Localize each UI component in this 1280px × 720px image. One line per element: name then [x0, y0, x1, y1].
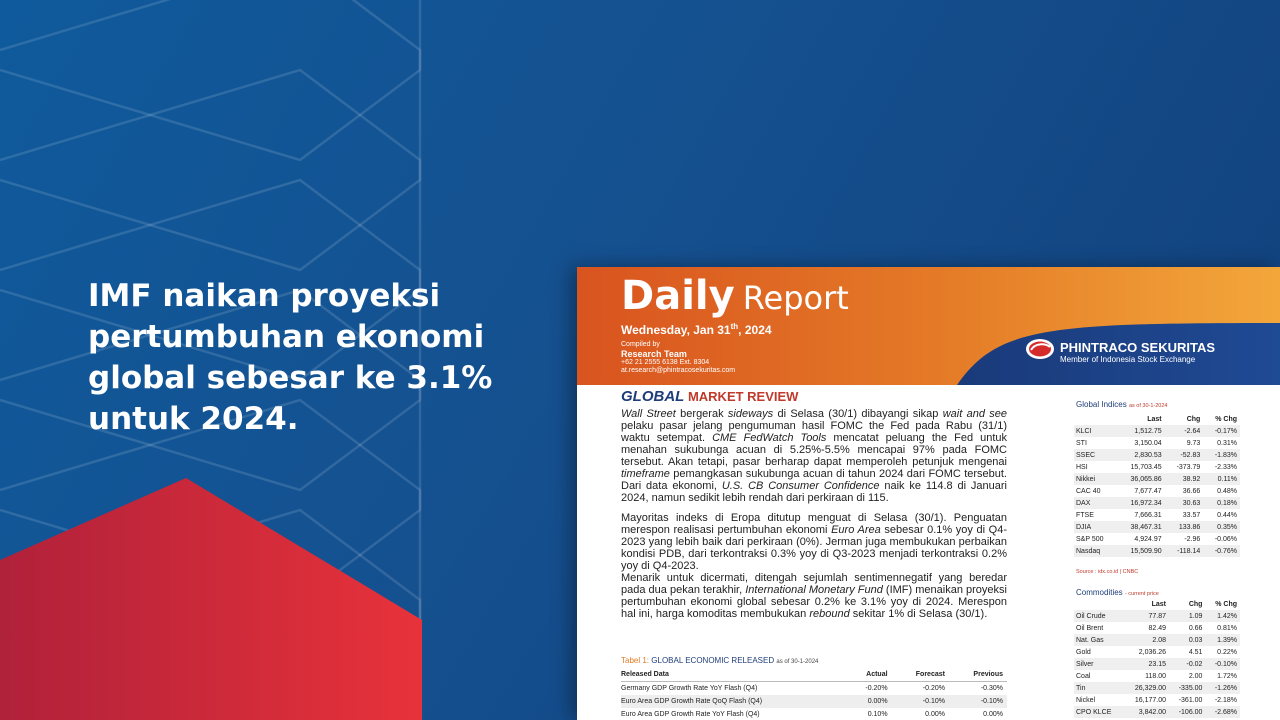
table-cell: Coal — [1076, 672, 1091, 680]
table1-title — [621, 656, 818, 665]
table-cell: Germany GDP Growth Rate YoY Flash (Q4) — [621, 685, 758, 692]
table-cell: 2,036.26 — [1138, 648, 1167, 656]
email: at.research@phintracosekuritas.com — [621, 367, 736, 374]
date-sup: th — [730, 322, 739, 331]
table-cell: DJIA — [1074, 521, 1116, 533]
table-cell: -0.10% — [1205, 658, 1240, 670]
compiled-block — [621, 341, 735, 375]
table-cell: -2.96 — [1184, 535, 1201, 543]
global-indices-table — [1074, 414, 1240, 557]
table-cell: -0.20% — [922, 685, 945, 692]
indices-asof: as of 30-1-2024 — [1128, 403, 1168, 409]
indices-title-text: Global Indices — [1076, 400, 1127, 409]
indices-source: Source : idx.co.id | CNBC — [1076, 569, 1139, 575]
table-cell: -118.14 — [1165, 545, 1204, 557]
column-header — [1074, 599, 1124, 610]
table-cell: S&P 500 — [1076, 535, 1104, 543]
commodities-title-text: Commodities — [1076, 588, 1123, 597]
table-cell: 0.03 — [1169, 634, 1205, 646]
index-row — [1074, 521, 1240, 533]
index-row — [1074, 497, 1240, 509]
table-cell: 3,150.04 — [1134, 439, 1162, 447]
table-cell: 1.42% — [1205, 610, 1240, 622]
index-row — [1074, 545, 1240, 557]
table-cell: 15,509.90 — [1116, 545, 1164, 557]
report-title — [621, 273, 849, 319]
section-global: GLOBAL — [621, 388, 685, 405]
commodity-row — [1074, 682, 1240, 694]
table-cell: -2.64 — [1165, 425, 1204, 437]
release-row — [621, 695, 1007, 708]
index-row — [1074, 449, 1240, 461]
table-cell: 2,830.53 — [1116, 449, 1164, 461]
table-cell: 118.00 — [1145, 672, 1167, 680]
table-cell: 7,666.31 — [1134, 511, 1162, 519]
table-cell: 15,703.45 — [1130, 463, 1162, 471]
table-cell: Tin — [1074, 682, 1124, 694]
commodities-asof: - current price — [1124, 591, 1159, 597]
index-row — [1074, 485, 1240, 497]
release-row — [621, 708, 1007, 720]
commodity-row — [1074, 634, 1240, 646]
table-cell: 36,065.86 — [1116, 473, 1164, 485]
table-cell: 0.48% — [1217, 487, 1237, 495]
table-cell: 0.00% — [845, 695, 892, 708]
headline — [88, 276, 508, 440]
headline-line: IMF naikan proyeksi — [88, 278, 441, 314]
table-cell: -2.18% — [1214, 696, 1237, 704]
table-cell: -0.06% — [1214, 535, 1237, 543]
report-title-light: Report — [742, 279, 849, 317]
table-cell: SSEC — [1074, 449, 1116, 461]
table-cell: 1,512.75 — [1116, 425, 1164, 437]
table-cell: Nat. Gas — [1074, 634, 1124, 646]
table-cell: 0.44% — [1217, 511, 1237, 519]
table-cell: 0.11% — [1203, 473, 1240, 485]
date-year: , 2024 — [738, 323, 772, 337]
table-cell: -0.76% — [1203, 545, 1240, 557]
commodities-table — [1074, 599, 1240, 718]
table-cell: STI — [1076, 439, 1087, 447]
table-cell: 38.92 — [1165, 473, 1204, 485]
table-cell: 0.31% — [1217, 439, 1237, 447]
daily-report-page — [577, 267, 1280, 720]
column-header: Chg — [1188, 601, 1203, 608]
table-cell: 33.57 — [1182, 511, 1201, 519]
table1-label: Tabel 1: — [621, 656, 650, 665]
commodity-row — [1074, 658, 1240, 670]
table-cell: 133.86 — [1165, 521, 1204, 533]
table-cell: FTSE — [1076, 511, 1094, 519]
table-cell: 9.73 — [1186, 439, 1201, 447]
commodity-row — [1074, 622, 1240, 634]
table-cell: 3,842.00 — [1124, 706, 1170, 718]
table-cell: -2.68% — [1205, 706, 1240, 718]
table-cell: 4.51 — [1188, 648, 1203, 656]
column-header: Chg — [1186, 416, 1201, 423]
research-team: Research Team — [621, 349, 687, 359]
table-cell: HSI — [1076, 463, 1088, 471]
table-cell: -0.17% — [1203, 425, 1240, 437]
column-header: Previous — [949, 668, 1007, 682]
report-title-bold: Daily — [621, 273, 735, 319]
table-cell: 16,972.34 — [1116, 497, 1164, 509]
table-cell: 0.00% — [983, 711, 1003, 718]
headline-line: pertumbuhan ekonomi — [88, 319, 485, 355]
section-title — [621, 388, 798, 405]
table-cell: 1.39% — [1205, 634, 1240, 646]
table-cell: 0.10% — [867, 711, 888, 718]
table-cell: Oil Brent — [1076, 624, 1104, 632]
column-header: Forecast — [892, 668, 949, 682]
table-cell: -0.30% — [980, 685, 1003, 692]
phone: +62 21 2555 6138 Ext. 8304 — [621, 359, 710, 366]
table-cell: 30.63 — [1165, 497, 1204, 509]
column-header: Last — [1147, 416, 1162, 423]
date-text: Wednesday, Jan 31 — [621, 323, 731, 337]
table-cell: -0.20% — [865, 685, 888, 692]
section-market-review: MARKET REVIEW — [687, 389, 799, 404]
table-cell: Silver — [1074, 658, 1124, 670]
commodity-row — [1074, 706, 1240, 718]
compiled-by: Compiled by — [621, 341, 660, 348]
table-cell: -1.83% — [1203, 449, 1240, 461]
table-cell: 77.87 — [1124, 610, 1170, 622]
table-cell: 2.00 — [1188, 672, 1203, 680]
table-cell: Euro Area GDP Growth Rate YoY Flash (Q4) — [621, 711, 760, 718]
column-header — [1074, 414, 1116, 425]
table-cell: Nikkei — [1074, 473, 1116, 485]
table-cell: -0.10% — [892, 695, 949, 708]
commodities-title — [1076, 588, 1159, 597]
commodity-row — [1074, 694, 1240, 706]
table-cell: -2.33% — [1214, 463, 1237, 471]
table1-asof: as of 30-1-2024 — [776, 659, 819, 665]
table-cell: KLCI — [1074, 425, 1116, 437]
table-cell: Nickel — [1076, 696, 1096, 704]
table-cell: 16,177.00 — [1134, 696, 1167, 704]
table-cell: 82.49 — [1148, 624, 1167, 632]
table-cell: Nasdaq — [1074, 545, 1116, 557]
table-cell: -0.10% — [949, 695, 1007, 708]
table-cell: -335.00 — [1169, 682, 1205, 694]
index-row — [1074, 437, 1240, 449]
table-cell: Euro Area GDP Growth Rate QoQ Flash (Q4) — [621, 695, 845, 708]
headline-line: global sebesar ke 3.1% — [88, 360, 493, 396]
column-header: % Chg — [1215, 416, 1237, 423]
index-row — [1074, 473, 1240, 485]
table-cell: -373.79 — [1176, 463, 1201, 471]
column-header: Actual — [845, 668, 892, 682]
table-cell: Gold — [1076, 648, 1091, 656]
table-cell: 0.22% — [1217, 648, 1237, 656]
commodity-row — [1074, 670, 1240, 682]
table-cell: 1.72% — [1217, 672, 1237, 680]
table-cell: 0.35% — [1203, 521, 1240, 533]
table-cell: 36.66 — [1182, 487, 1201, 495]
commodity-row — [1074, 646, 1240, 658]
table-cell: 4,924.97 — [1134, 535, 1162, 543]
index-row — [1074, 425, 1240, 437]
table-cell: -0.02 — [1169, 658, 1205, 670]
table1-name: GLOBAL ECONOMIC RELEASED — [651, 656, 775, 665]
table-cell: 0.66 — [1188, 624, 1203, 632]
column-header: Last — [1151, 601, 1167, 608]
index-row — [1074, 509, 1240, 521]
table-cell: -361.00 — [1178, 696, 1203, 704]
table-cell: 0.81% — [1217, 624, 1237, 632]
commodity-row — [1074, 610, 1240, 622]
company-name: PHINTRACO SEKURITAS — [1060, 340, 1216, 355]
release-row — [621, 682, 1007, 696]
indices-title — [1076, 400, 1167, 409]
table-cell: CAC 40 — [1076, 487, 1101, 495]
table-cell: 23.15 — [1124, 658, 1170, 670]
report-date — [621, 322, 772, 337]
table-cell: 1.09 — [1169, 610, 1205, 622]
phintraco-logo-icon — [1025, 337, 1055, 361]
table-cell: 2.08 — [1124, 634, 1170, 646]
paragraph: Menarik untuk dicermati, ditengah sejumlah sentimennegatif yang beredar pada dua pekan terakhir, International Monetary Fund (IMF) menaikan proyeksi pertumbuhan ekonomi global sebesar 0.2% ke 3.1% yoy di 2024. Merespon hal ini, harga komoditas membukukan rebound sekitar 1% di Selasa (30/1). — [621, 572, 1007, 620]
index-row — [1074, 461, 1240, 473]
table-cell: 0.18% — [1203, 497, 1240, 509]
table-cell: Oil Crude — [1074, 610, 1124, 622]
table-cell: 26,329.00 — [1124, 682, 1170, 694]
paragraph: Wall Street bergerak sideways di Selasa (30/1) dibayangi sikap wait and see pelaku pasar jelang pengumuman hasil FOMC the Fed pada Rabu (31/1) waktu setempat. CME FedWatch Tools mencatat peluang the Fed untuk menahan sukubunga acuan di 5.25%-5.5% mencapai 97% pada FOMC tersebut. Akan tetapi, pasar berharap dapat memperoleh petunjuk mengenai timeframe pemangkasan sukubunga acuan di tahun 2024 dari FOMC tersebut. Dari data ekonomi, U.S. CB Consumer Confidence naik ke 114.8 di Januari 2024, namun sedikit lebih rendah dari perkiraan di 115. — [621, 408, 1008, 504]
table-cell: DAX — [1074, 497, 1116, 509]
table-cell: 7,677.47 — [1134, 487, 1162, 495]
index-row — [1074, 533, 1240, 545]
company-subtitle: Member of Indonesia Stock Exchange — [1060, 355, 1196, 364]
paragraph: Mayoritas indeks di Eropa ditutup menguat di Selasa (30/1). Penguatan merespon realisasi pertumbuhan ekonomi Euro Area sebesar 0.1% yoy di Q4-2023 yang lebih baik dari perkiraan (0%). Jerman juga membukukan perbaikan kondisi PDB, dari terkontraksi 0.3% yoy di Q3-2023 menjadi terkontraksi 0.2% yoy di Q4-2023. — [621, 512, 1007, 572]
table-cell: 0.00% — [925, 711, 945, 718]
table-cell: 38,467.31 — [1116, 521, 1164, 533]
headline-line: untuk 2024. — [88, 401, 299, 437]
table-cell: -106.00 — [1169, 706, 1205, 718]
table-cell: CPO KLCE — [1074, 706, 1124, 718]
column-header: Released Data — [621, 668, 845, 682]
table-cell: -1.26% — [1205, 682, 1240, 694]
table-cell: -52.83 — [1165, 449, 1204, 461]
economic-release-table — [621, 668, 1007, 720]
column-header: % Chg — [1215, 601, 1237, 608]
